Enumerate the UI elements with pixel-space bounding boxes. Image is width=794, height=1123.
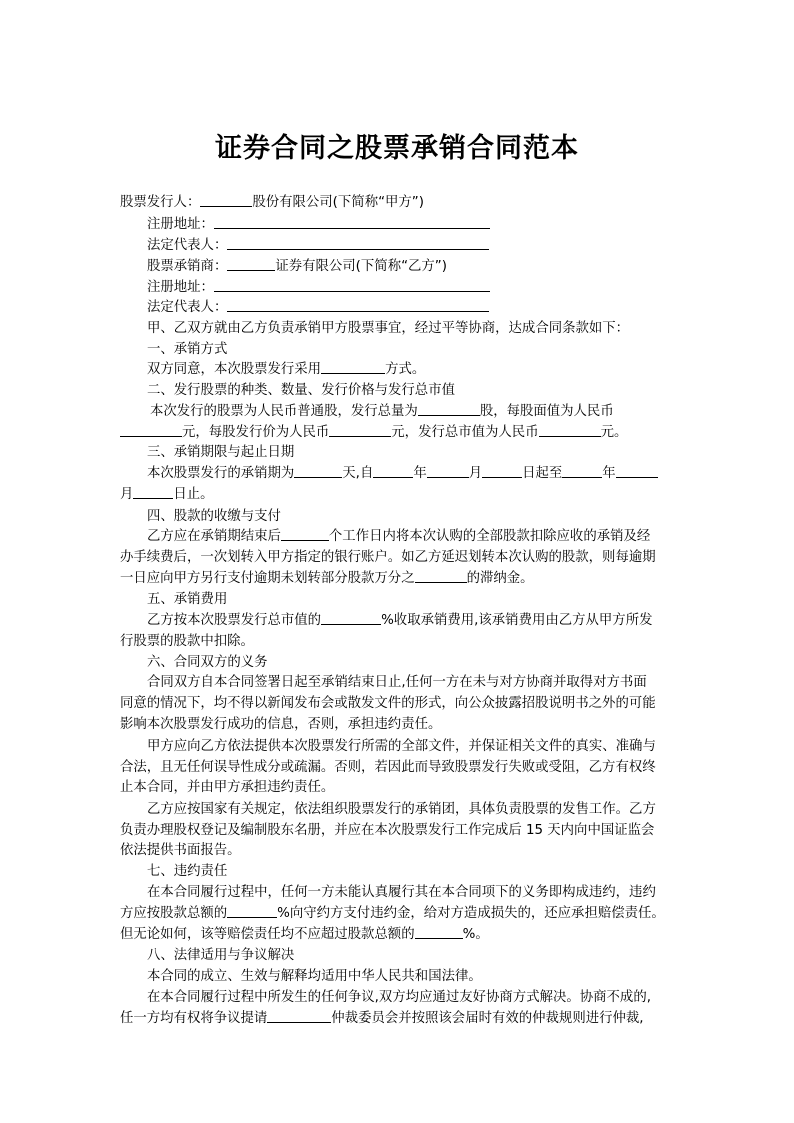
end-year-tail-blank xyxy=(616,463,658,478)
s4-text-a: 乙方应在承销期结束后 xyxy=(147,529,281,544)
section-8-heading: 八、法律适用与争议解决 xyxy=(147,948,295,963)
late-fee-rate-blank xyxy=(415,568,467,583)
penalty-rate-blank xyxy=(227,903,277,918)
s8-text-b: 仲裁委员会并按照该会届时有效的仲裁规则进行仲裁, xyxy=(331,1011,644,1026)
s1-text-a: 双方同意，本次股票发行采用 xyxy=(147,362,322,377)
section-7-line-3 xyxy=(120,924,690,946)
arbitration-commission-blank xyxy=(267,1008,331,1023)
issuer-name-blank xyxy=(200,192,252,207)
par-value-blank xyxy=(120,422,182,437)
reg-address-label: 注册地址： xyxy=(147,217,214,232)
start-year-blank xyxy=(373,463,413,478)
s2-text-b: 股，每股面值为人民币 xyxy=(479,404,614,419)
s7-text-b: %向守约方支付违约金，给对方造成损失的，还应承担赔偿责任。 xyxy=(277,906,665,921)
section-5-line-1 xyxy=(147,610,717,632)
period-days-blank xyxy=(294,463,342,478)
start-day-blank xyxy=(482,463,522,478)
underwriter-rep-line xyxy=(147,297,717,319)
s3-text-a: 本次股票发行的承销期为 xyxy=(147,466,295,481)
section-6-p3-line-1: 乙方应按国家有关规定，依法组织股票发行的承销团，具体负责股票的发售工作。乙方 xyxy=(147,802,656,817)
underwriter-name-blank xyxy=(227,256,275,271)
section-2-heading: 二、发行股票的种类、数量、发行价格与发行总市值 xyxy=(147,383,455,398)
issuer-address-line xyxy=(147,214,717,236)
section-6-p2-line-1: 甲方应向乙方依法提供本次股票发行所需的全部文件，并保证相关文件的真实、准确与 xyxy=(147,739,656,754)
section-6-p1-line-2: 同意的情况下，均不得以新闻发布会或散发文件的形式，向公众披露招股说明书之外的可能 xyxy=(120,696,656,711)
section-8-line-2: 在本合同履行过程中所发生的任何争议,双方均应通过友好协商方式解决。协商不成的, xyxy=(147,990,651,1005)
issuer-rep-blank xyxy=(227,235,489,250)
section-8-line-1: 本合同的成立、生效与解释均适用中华人民共和国法律。 xyxy=(147,969,482,984)
end-month-blank xyxy=(133,484,173,499)
s3-text-g: 月 xyxy=(120,487,134,502)
s3-text-h: 日止。 xyxy=(173,487,214,502)
section-4-line-1 xyxy=(147,526,717,548)
section-7-heading: 七、违约责任 xyxy=(147,864,228,879)
section-4-line-3 xyxy=(120,568,690,590)
section-7-line-2 xyxy=(120,903,690,925)
section-6-p2-line-2: 合法，且无任何误导性成分或疏漏。否则，若因此而导致股票发行失败或受阻，乙方有权终 xyxy=(120,760,656,775)
section-6-p1-line-3: 影响本次股票发行成功的信息，否则，承担违约责任。 xyxy=(120,717,442,732)
section-4-line-2: 办手续费后，一次划转入甲方指定的银行账户。如乙方延迟划转本次认购的股款，则每逾期 xyxy=(120,550,656,565)
section-2-line-2 xyxy=(120,422,690,444)
section-8-line-3 xyxy=(120,1008,690,1030)
section-6-p3-line-2: 负责办理股权登记及编制股东名册，并应在本次股票发行工作完成后 15 天内向中国证监会 xyxy=(120,823,655,838)
compensation-cap-blank xyxy=(415,924,463,939)
section-6-p1-line-1: 合同双方自本合同签署日起至承销结束日止,任何一方在未与对方协商并取得对方书面 xyxy=(147,675,647,690)
section-6-p3-line-3: 依法提供书面报告。 xyxy=(120,843,241,858)
underwriter-line xyxy=(147,256,717,278)
s2-text-e: 元。 xyxy=(600,425,628,440)
underwriter-address-blank xyxy=(214,277,490,292)
underwriter-rep-blank xyxy=(227,297,489,312)
underwriter-address-line xyxy=(147,277,717,299)
legal-rep-label-2: 法定代表人： xyxy=(147,300,228,315)
fee-rate-blank xyxy=(321,610,381,625)
section-1-heading: 一、承销方式 xyxy=(147,342,228,357)
section-3-line-2 xyxy=(120,484,690,506)
intro-paragraph: 甲、乙双方就由乙方负责承销甲方股票事宜，经过平等协商，达成合同条款如下： xyxy=(147,321,630,336)
section-2-line-1 xyxy=(150,401,720,423)
section-4-heading: 四、股款的收缴与支付 xyxy=(147,509,281,524)
s8-text-a: 任一方均有权将争议提请 xyxy=(120,1011,268,1026)
issuer-suffix: 股份有限公司(下简称“甲方”) xyxy=(252,195,424,210)
section-1-text xyxy=(147,359,717,381)
s5-text-a: 乙方按本次股票发行总市值的 xyxy=(147,613,322,628)
issue-price-blank xyxy=(329,422,391,437)
s4-text-b: 个工作日内将本次认购的全部股款扣除应收的承销及经 xyxy=(328,529,651,544)
section-7-line-1: 在本合同履行过程中，任何一方未能认真履行其在本合同项下的义务即构成违约，违约 xyxy=(147,885,656,900)
s7-text-a: 方应按股款总额的 xyxy=(120,906,228,921)
underwriter-suffix: 证券有限公司(下简称“乙方”) xyxy=(275,259,447,274)
s3-text-d: 月 xyxy=(468,466,483,481)
legal-rep-label: 法定代表人： xyxy=(147,238,228,253)
end-year-blank xyxy=(562,463,602,478)
s3-text-e: 日起至 xyxy=(522,466,563,481)
s2-text-d: 元，发行总市值为人民币 xyxy=(391,425,539,440)
total-value-blank xyxy=(539,422,601,437)
s5-text-b: %收取承销费用,该承销费用由乙方从甲方所发 xyxy=(381,613,653,628)
s7-text-c: 但无论如何，该等赔偿责任均不应超过股款总额的 xyxy=(120,927,415,942)
start-month-blank xyxy=(427,463,469,478)
s4-text-e: 的滞纳金。 xyxy=(466,571,534,586)
workdays-blank xyxy=(281,526,329,541)
s1-text-b: 方式。 xyxy=(385,362,426,377)
s7-text-d: %。 xyxy=(462,927,489,942)
s2-text-a: 本次发行的股票为人民币普通股，发行总量为 xyxy=(150,404,418,419)
issuer-label: 股票发行人： xyxy=(120,195,201,210)
section-3-heading: 三、承销期限与起止日期 xyxy=(147,445,295,460)
s3-text-c: 年 xyxy=(413,466,427,481)
s2-text-c: 元，每股发行价为人民币 xyxy=(182,425,330,440)
issue-volume-blank xyxy=(418,401,480,416)
section-3-line-1 xyxy=(147,463,717,485)
section-6-heading: 六、合同双方的义务 xyxy=(147,655,268,670)
s3-text-b: 天,自 xyxy=(342,466,374,481)
s3-text-f: 年 xyxy=(602,466,616,481)
method-blank xyxy=(321,359,385,374)
issuer-rep-line xyxy=(147,235,717,257)
section-5-heading: 五、承销费用 xyxy=(147,592,228,607)
reg-address-label-2: 注册地址： xyxy=(147,280,214,295)
issuer-address-blank xyxy=(214,214,490,229)
section-5-line-2: 行股票的股款中扣除。 xyxy=(120,634,254,649)
section-6-p2-line-3: 止本合同，并由甲方承担违约责任。 xyxy=(120,780,335,795)
underwriter-label: 股票承销商： xyxy=(147,259,228,274)
issuer-line xyxy=(120,192,690,214)
s4-text-d: 一日应向甲方另行支付逾期未划转部分股款万分之 xyxy=(120,571,415,586)
document-title: 证券合同之股票承销合同范本 xyxy=(215,133,579,164)
